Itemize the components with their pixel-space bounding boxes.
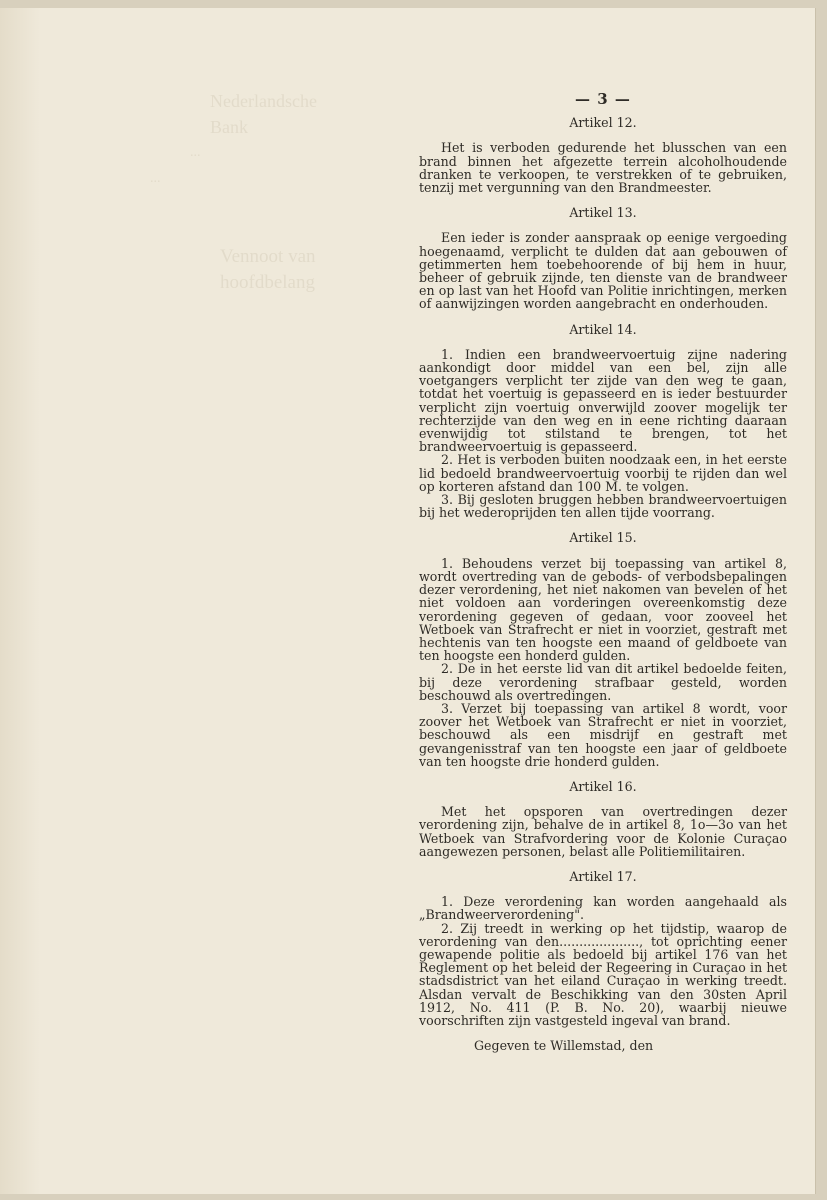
- page-fold-shadow: [0, 8, 40, 1194]
- bleed-line: ...: [150, 171, 161, 186]
- article-heading: Artikel 16.: [569, 778, 637, 794]
- article-paragraph: 2. Zij treedt in werking op het tijdstip, waarop de verordening van den...................., tot oprichting eener gewapende politie als bedoeld bij artikel 176 van het Reglement op het beleid der Regeering in Curaçao in het stadsdistrict van het eiland Curaçao in werking treedt. Alsdan vervalt de Beschikking van den 30sten April 1912, No. 411 (P. B. No. 20), waarbij nieuwe voorschriften zijn vastgesteld ingeval van brand.: [419, 920, 787, 1028]
- article-paragraph: 3. Verzet bij toepassing van artikel 8 wordt, voor zoover het Wetboek van Strafrecht er niet in voorziet, beschouwd als een misdrijf en gestraft met gevangenisstraf van ten hoogste een jaar of geldboete van ten hoogste drie honderd gulden.: [419, 700, 787, 769]
- article-paragraph: 2. De in het eerste lid van dit artikel bedoelde feiten, bij deze verordening strafbaar gesteld, worden beschouwd als overtredingen.: [419, 661, 787, 703]
- article-paragraph: 1. Behoudens verzet bij toepassing van artikel 8, wordt overtreding van de gebods- of verbodsbepalingen dezer verordening, het niet nakomen van bevelen of het niet voldoen aan vorderingen overeenkomstig deze verordening gegeven of gedaan, voor zooveel het Wetboek van Strafrecht er niet in voorziet, gestraft met hechtenis van ten hoogste een maand of geldboete van ten hoogste een honderd gulden.: [419, 555, 787, 664]
- article-paragraph: 2. Het is verboden buiten noodzaak een, in het eerste lid bedoeld brandweervoertuig voorbij te rijden dan wel op korteren afstand dan 100 M. te volgen.: [419, 452, 787, 494]
- bleed-line: Nederlandsche Bank: [210, 91, 317, 137]
- article-heading: Artikel 14.: [569, 321, 637, 337]
- bleed-line: Vennoot van hoofdbelang: [220, 246, 316, 293]
- article-paragraph: 1. Indien een brandweervoertuig zijne nadering aankondigt door middel van een bel, zijn alle voetgangers verplicht ter zijde van den weg te gaan, totdat het voertuig is gepasseerd en is ieder bestuurder verplicht zijn voertuig onverwijld zoover mogelijk ter rechterzijde van den weg en in eene richting daaraan evenwijdig tot stilstand te brengen, tot het brandweervoertuig is gepasseerd.: [419, 346, 787, 455]
- article-paragraph: Het is verboden gedurende het blusschen van een brand binnen het afgezette terrein alcoholhoudende dranken te verkoopen, te verstrekken of te gebruiken, tenzij met vergunning van den Brandmeester.: [419, 140, 787, 196]
- bleed-line: ...: [190, 145, 201, 160]
- article-paragraph: Met het opsporen van overtredingen dezer verordening zijn, behalve de in artikel 8, 1o—3o van het Wetboek van Strafvordering voor de Kolonie Curaçao aangewezen personen, belast alle Politiemilitairen.: [419, 804, 787, 859]
- article-heading: Artikel 13.: [569, 205, 637, 221]
- article-heading: Artikel 17.: [569, 868, 637, 884]
- article-paragraph: 3. Bij gesloten bruggen hebben brandweervoertuigen bij het wederoprijden ten allen tijde voorrang.: [419, 492, 787, 521]
- closing-line: Gegeven te Willemstad, den: [474, 1038, 654, 1054]
- text-column: [419, 90, 787, 1054]
- page-number: — 3 —: [575, 90, 631, 108]
- article-heading: Artikel 12.: [569, 115, 637, 131]
- document-page: [0, 8, 816, 1194]
- article-paragraph: Een ieder is zonder aanspraak op eenige vergoeding hoegenaamd, verplicht te dulden dat aan gebouwen of getimmerten hem toebehoorende of bij hem in huur, beheer of gebruik zijnde, ten dienste van de brandweer en op last van het Hoofd van Politie inrichtingen, merken of aanwijzingen worden aangebracht en onderhouden.: [419, 230, 787, 312]
- bleed-through-text: [120, 88, 320, 296]
- article-heading: Artikel 15.: [569, 530, 637, 546]
- article-paragraph: 1. Deze verordening kan worden aangehaald als „Brandweerverordening".: [419, 894, 787, 923]
